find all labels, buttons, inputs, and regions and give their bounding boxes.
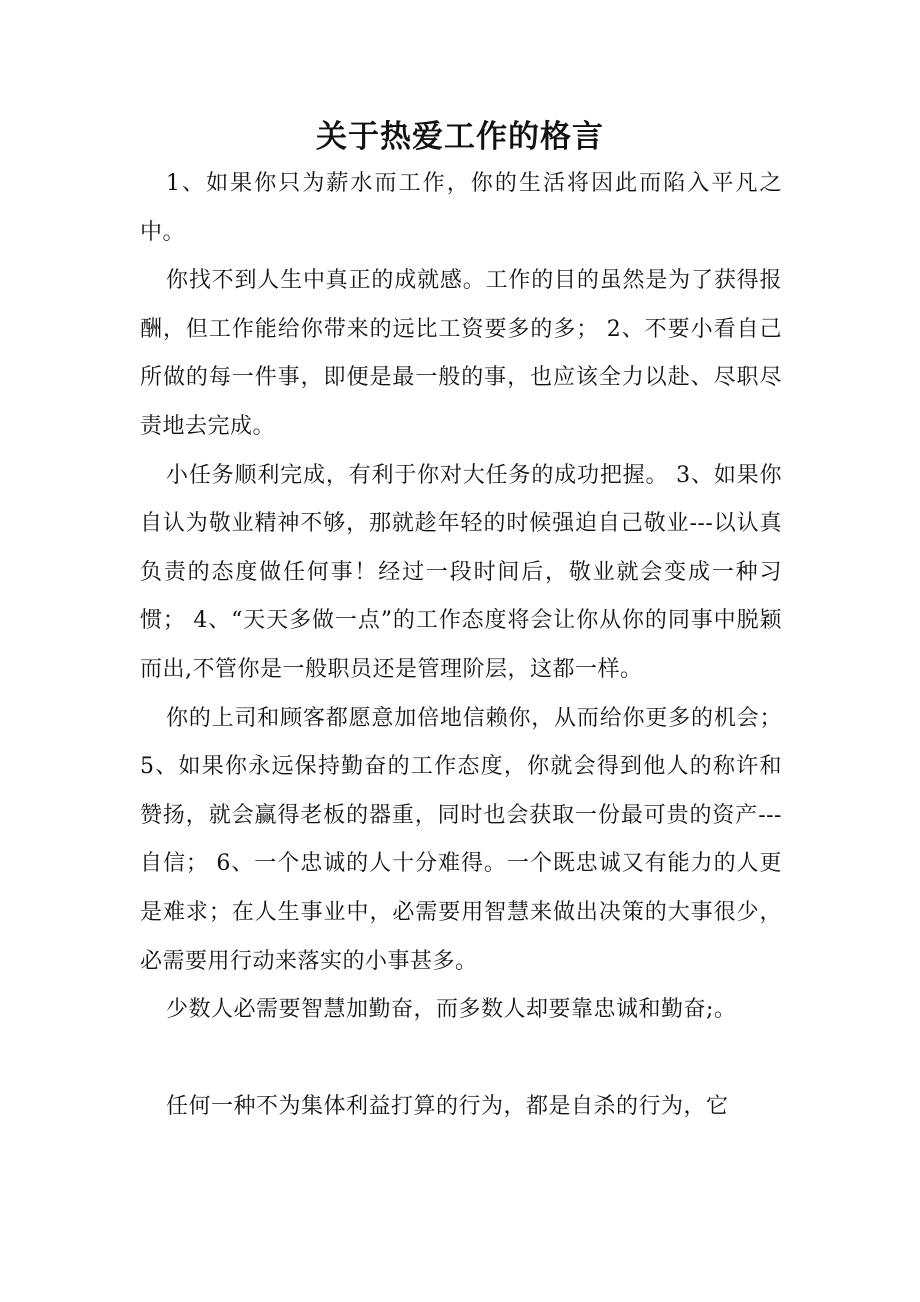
paragraph-6: 任何一种不为集体利益打算的行为，都是自杀的行为，它 [166, 1093, 729, 1119]
paragraph-3: 小任务顺利完成，有利于你对大任务的成功把握。 3、如果你自认为敬业精神不够，那就趁年轻的时候强迫自己敬业---以认真负责的态度做任何事！经过一段时间后，敬业就会变成一种习惯； 4、“天天多做一点”的工作态度将会让你从你的同事中脱颖而出,不管你是一般职员还是管理阶层，这都一样。 [140, 462, 782, 682]
document-body [140, 160, 782, 1131]
paragraph-5: 少数人必需要智慧加勤奋，而多数人却要靠忠诚和勤奋;。 [166, 997, 737, 1023]
paragraph-1: 1、如果你只为薪水而工作，你的生活将因此而陷入平凡之中。 [140, 171, 782, 245]
paragraph-4: 你的上司和顾客都愿意加倍地信赖你，从而给你更多的机会； 5、如果你永远保持勤奋的工作态度，你就会得到他人的称许和赞扬，就会赢得老板的器重，同时也会获取一份最可贵的资产---自信； 6、一个忠诚的人十分难得。一个既忠诚又有能力的人更是难求；在人生事业中，必需要用智慧来做出决策的大事很少，必需要用行动来落实的小事甚多。 [140, 705, 782, 974]
document-title: 关于热爱工作的格言 [316, 119, 604, 155]
paragraph-2: 你找不到人生中真正的成就感。工作的目的虽然是为了获得报酬，但工作能给你带来的远比工资要多的多； 2、不要小看自己所做的每一件事，即便是最一般的事，也应该全力以赴、尽职尽责地去完成。 [140, 268, 782, 439]
